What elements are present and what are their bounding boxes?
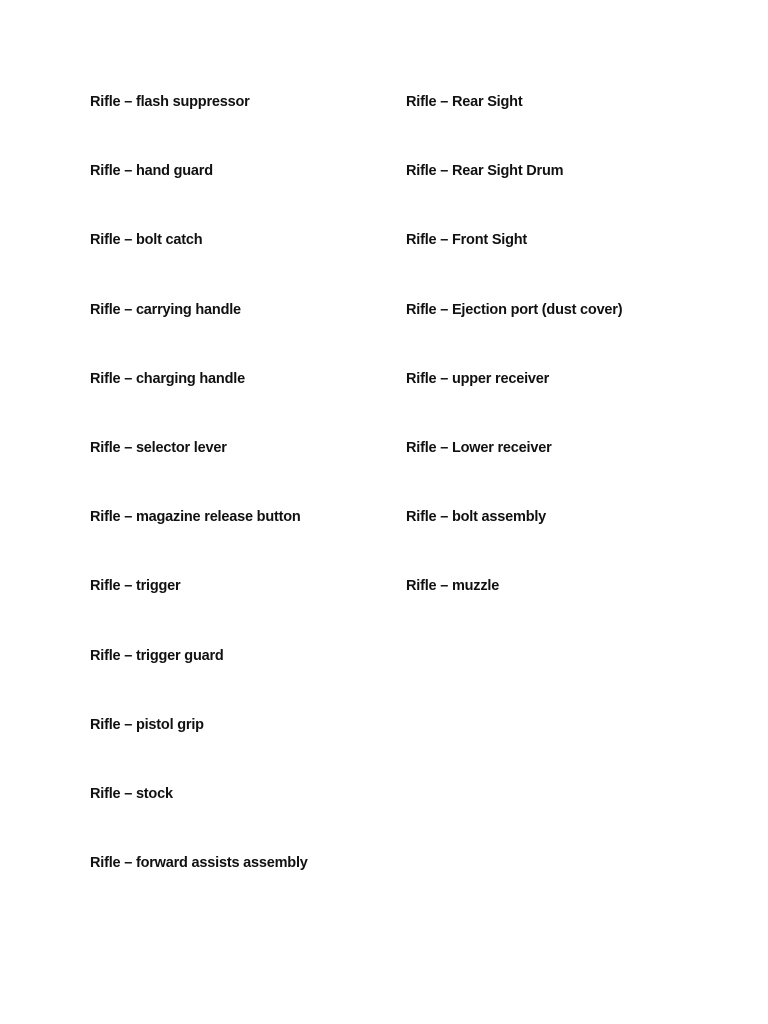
list-item: Rifle – flash suppressor bbox=[90, 94, 250, 110]
list-item: Rifle – hand guard bbox=[90, 163, 213, 180]
left-column-list bbox=[90, 93, 390, 923]
list-item: Rifle – trigger guard bbox=[90, 647, 224, 664]
list-item: Rifle – trigger bbox=[90, 578, 181, 595]
list-item: Rifle – muzzle bbox=[406, 578, 500, 595]
list-item: Rifle – pistol grip bbox=[90, 716, 204, 733]
list-item: Rifle – Rear Sight Drum bbox=[406, 163, 564, 180]
list-item: Rifle – Rear Sight bbox=[406, 94, 523, 110]
list-item: Rifle – Ejection port (dust cover) bbox=[406, 301, 623, 318]
list-item: Rifle – upper receiver bbox=[406, 370, 550, 387]
list-item: Rifle – Front Sight bbox=[406, 232, 528, 249]
list-item: Rifle – Lower receiver bbox=[406, 439, 552, 456]
list-item: Rifle – bolt catch bbox=[90, 232, 203, 249]
right-column-list bbox=[406, 93, 736, 647]
list-item: Rifle – forward assists assembly bbox=[90, 855, 308, 872]
list-item: Rifle – bolt assembly bbox=[406, 509, 547, 526]
list-item: Rifle – magazine release button bbox=[90, 509, 301, 526]
list-item: Rifle – carrying handle bbox=[90, 301, 241, 318]
list-item: Rifle – charging handle bbox=[90, 370, 245, 387]
list-item: Rifle – stock bbox=[90, 785, 173, 802]
list-item: Rifle – selector lever bbox=[90, 439, 227, 456]
